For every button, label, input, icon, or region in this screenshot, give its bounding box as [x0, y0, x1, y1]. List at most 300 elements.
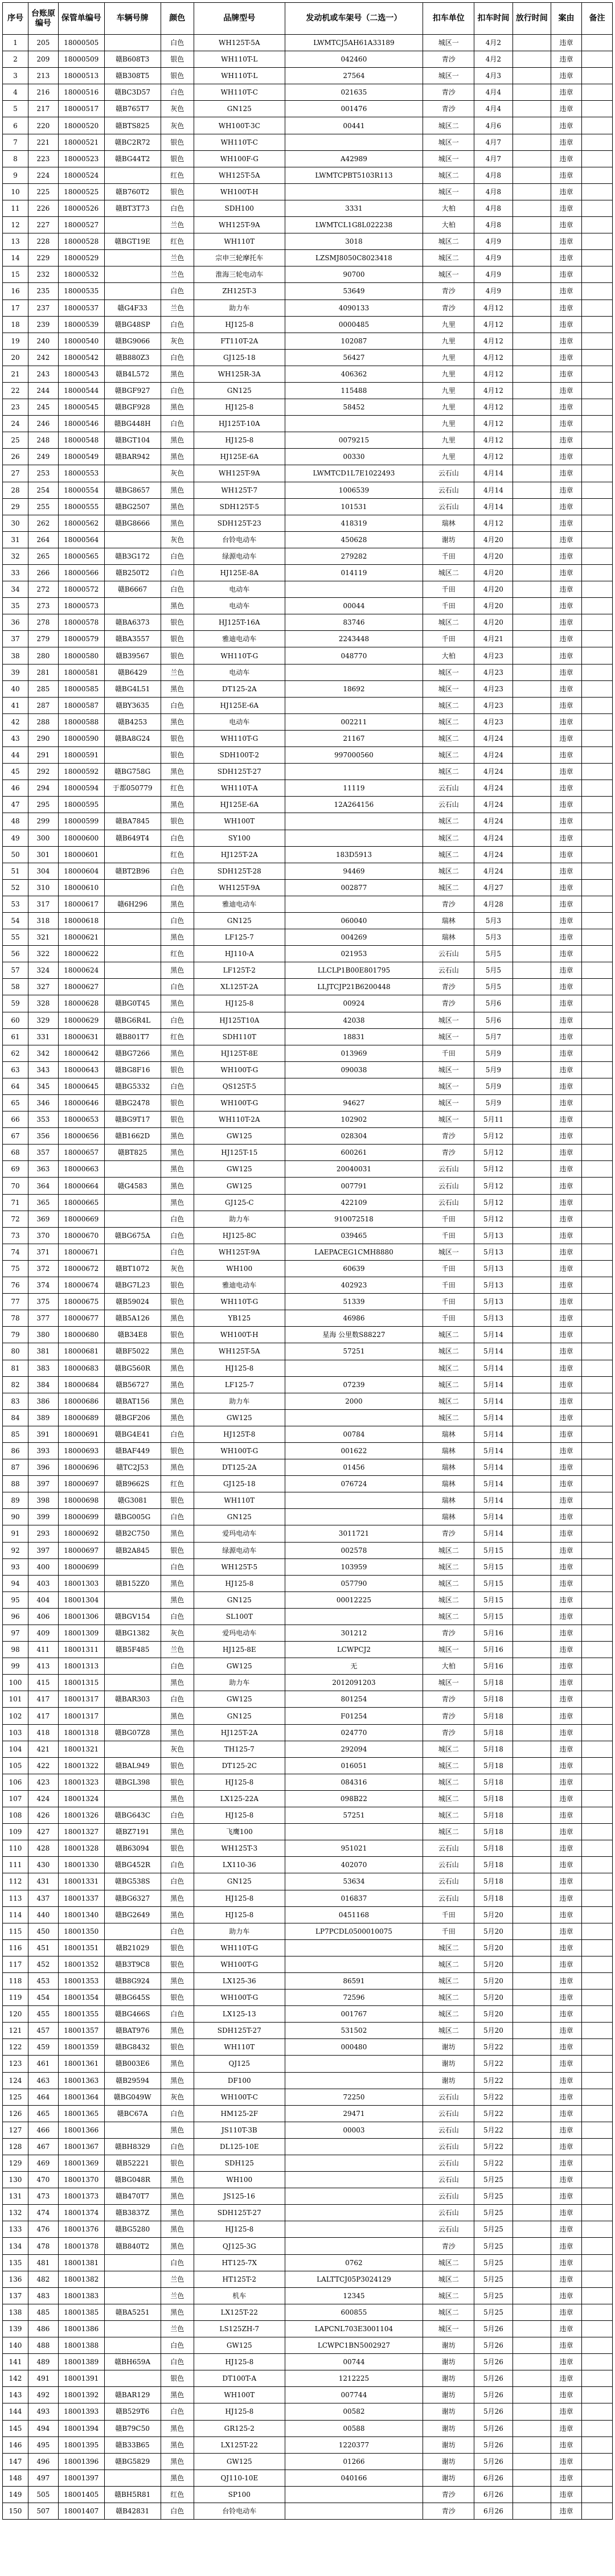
row-index-cell: 18: [3, 316, 28, 333]
ledger-number-cell: 469: [28, 2155, 58, 2172]
release-date-cell: [512, 101, 551, 117]
brand-model-cell: HJ125T-8: [194, 1426, 285, 1442]
release-date-cell: [512, 879, 551, 896]
color-cell: 白色: [161, 416, 194, 432]
plate-number-cell: [104, 217, 161, 233]
custody-number-cell: 18001394: [58, 2420, 104, 2436]
case-reason-cell: 违章: [551, 1757, 582, 1774]
brand-model-cell: HJ125T-16A: [194, 614, 285, 631]
ledger-number-cell: 328: [28, 995, 58, 1012]
case-reason-cell: 违章: [551, 713, 582, 730]
detaining-unit-cell: 城区二: [423, 614, 474, 631]
release-date-cell: [512, 2436, 551, 2453]
engine-or-frame-number-cell: 3331: [285, 200, 423, 216]
custody-number-cell: 18000600: [58, 830, 104, 846]
detaining-unit-cell: 城区二: [423, 1409, 474, 1426]
detained-date-cell: 5月22: [474, 2089, 512, 2105]
color-cell: 兰色: [161, 300, 194, 316]
engine-or-frame-number-cell: 279282: [285, 548, 423, 564]
brand-model-cell: GW125: [194, 1128, 285, 1145]
detaining-unit-cell: 云石山: [423, 2138, 474, 2155]
brand-model-cell: SDH125T-28: [194, 863, 285, 879]
engine-or-frame-number-cell: 0000485: [285, 316, 423, 333]
brand-model-cell: 绿源电动车: [194, 1542, 285, 1558]
plate-number-cell: [104, 846, 161, 863]
brand-model-cell: GJ125-C: [194, 1194, 285, 1211]
detained-date-cell: 6月26: [474, 2486, 512, 2503]
table-row: [3, 1741, 613, 1757]
detained-date-cell: 5月15: [474, 1558, 512, 1575]
custody-number-cell: 18000564: [58, 531, 104, 548]
brand-model-cell: SDH125T-5: [194, 498, 285, 515]
ledger-number-cell: 384: [28, 1376, 58, 1393]
table-body: [3, 35, 613, 2520]
ledger-number-cell: 293: [28, 1525, 58, 1542]
row-index-cell: 57: [3, 962, 28, 979]
color-cell: 黑色: [161, 2453, 194, 2470]
release-date-cell: [512, 150, 551, 167]
case-reason-cell: 违章: [551, 1608, 582, 1625]
plate-number-cell: 赣BG8666: [104, 515, 161, 531]
remarks-cell: [581, 680, 612, 697]
detaining-unit-cell: 城区二: [423, 1757, 474, 1774]
case-reason-cell: 违章: [551, 1294, 582, 1310]
case-reason-cell: 违章: [551, 1012, 582, 1028]
ledger-number-cell: 451: [28, 1939, 58, 1956]
color-cell: 银色: [161, 1542, 194, 1558]
remarks-cell: [581, 1095, 612, 1111]
release-date-cell: [512, 664, 551, 680]
color-cell: 黑色: [161, 1393, 194, 1409]
ledger-number-cell: 357: [28, 1145, 58, 1161]
color-cell: 兰色: [161, 266, 194, 283]
detaining-unit-cell: 瑞林: [423, 1459, 474, 1476]
case-reason-cell: 违章: [551, 979, 582, 995]
color-cell: 兰色: [161, 664, 194, 680]
release-date-cell: [512, 1459, 551, 1476]
detaining-unit-cell: 青沙: [423, 896, 474, 912]
detained-date-cell: 5月26: [474, 2403, 512, 2420]
table-row: [3, 1145, 613, 1161]
brand-model-cell: HJ125-8: [194, 399, 285, 416]
color-cell: 白色: [161, 35, 194, 51]
row-index-cell: 50: [3, 846, 28, 863]
ledger-number-cell: 324: [28, 962, 58, 979]
ledger-number-cell: 288: [28, 713, 58, 730]
plate-number-cell: 赣BA8G24: [104, 730, 161, 746]
remarks-cell: [581, 598, 612, 614]
color-cell: 兰色: [161, 217, 194, 233]
case-reason-cell: 违章: [551, 1558, 582, 1575]
release-date-cell: [512, 1873, 551, 1890]
brand-model-cell: 淮海三轮电动车: [194, 266, 285, 283]
remarks-cell: [581, 581, 612, 598]
release-date-cell: [512, 896, 551, 912]
brand-model-cell: WH100T-G: [194, 1095, 285, 1111]
color-cell: 黑色: [161, 1459, 194, 1476]
custody-number-cell: 18001315: [58, 1675, 104, 1691]
table-row: [3, 117, 613, 134]
table-row: [3, 2304, 613, 2320]
plate-number-cell: 赣BG2478: [104, 1095, 161, 1111]
detaining-unit-cell: 城区二: [423, 1360, 474, 1376]
plate-number-cell: [104, 2271, 161, 2287]
remarks-cell: [581, 1939, 612, 1956]
remarks-cell: [581, 1724, 612, 1741]
remarks-cell: [581, 2221, 612, 2238]
detained-date-cell: 5月14: [474, 1492, 512, 1509]
ledger-number-cell: 227: [28, 217, 58, 233]
row-index-cell: 82: [3, 1376, 28, 1393]
plate-number-cell: 赣BG643C: [104, 1807, 161, 1824]
color-cell: 黑色: [161, 797, 194, 813]
table-row: [3, 150, 613, 167]
plate-number-cell: 赣B63094: [104, 1840, 161, 1857]
engine-or-frame-number-cell: [285, 1360, 423, 1376]
engine-or-frame-number-cell: F01254: [285, 1708, 423, 1724]
release-date-cell: [512, 1923, 551, 1939]
plate-number-cell: 赣BA5251: [104, 2304, 161, 2320]
case-reason-cell: 违章: [551, 1277, 582, 1294]
row-index-cell: 68: [3, 1145, 28, 1161]
table-row: [3, 1591, 613, 1608]
plate-number-cell: 赣B152Z0: [104, 1575, 161, 1591]
ledger-number-cell: 327: [28, 979, 58, 995]
case-reason-cell: 违章: [551, 1426, 582, 1442]
plate-number-cell: 赣BA3557: [104, 631, 161, 647]
release-date-cell: [512, 565, 551, 581]
table-row: [3, 2023, 613, 2039]
custody-number-cell: 18000526: [58, 200, 104, 216]
release-date-cell: [512, 2287, 551, 2304]
plate-number-cell: 赣BGF206: [104, 1409, 161, 1426]
engine-or-frame-number-cell: LCWPC1BN5002927: [285, 2337, 423, 2354]
engine-or-frame-number-cell: 002578: [285, 1542, 423, 1558]
table-row: [3, 233, 613, 250]
detained-date-cell: 5月22: [474, 2056, 512, 2072]
color-cell: 黑色: [161, 1824, 194, 1840]
case-reason-cell: 违章: [551, 1890, 582, 1906]
ledger-number-cell: 342: [28, 1045, 58, 1061]
custody-number-cell: 18000513: [58, 68, 104, 84]
engine-or-frame-number-cell: 418319: [285, 515, 423, 531]
table-row: [3, 2105, 613, 2122]
brand-model-cell: HJ125T-2A: [194, 846, 285, 863]
detaining-unit-cell: 城区二: [423, 250, 474, 266]
custody-number-cell: 18001363: [58, 2072, 104, 2089]
release-date-cell: [512, 266, 551, 283]
engine-or-frame-number-cell: 12A264156: [285, 797, 423, 813]
detained-date-cell: 4月24: [474, 846, 512, 863]
case-reason-cell: 违章: [551, 962, 582, 979]
brand-model-cell: 助力车: [194, 1211, 285, 1227]
detaining-unit-cell: 瑞林: [423, 1492, 474, 1509]
brand-model-cell: LF125-7: [194, 1376, 285, 1393]
row-index-cell: 43: [3, 730, 28, 746]
remarks-cell: [581, 1790, 612, 1807]
plate-number-cell: [104, 2320, 161, 2337]
row-index-cell: 58: [3, 979, 28, 995]
detained-date-cell: 5月14: [474, 1343, 512, 1360]
detaining-unit-cell: 城区二: [423, 1824, 474, 1840]
remarks-cell: [581, 333, 612, 349]
brand-model-cell: GW125: [194, 2337, 285, 2354]
engine-or-frame-number-cell: 028304: [285, 1128, 423, 1145]
custody-number-cell: 18001367: [58, 2138, 104, 2155]
detained-date-cell: 5月25: [474, 2271, 512, 2287]
ledger-number-cell: 371: [28, 1244, 58, 1260]
case-reason-cell: 违章: [551, 2420, 582, 2436]
row-index-cell: 137: [3, 2287, 28, 2304]
brand-model-cell: 雅迪电动车: [194, 896, 285, 912]
brand-model-cell: 爱玛电动车: [194, 1525, 285, 1542]
ledger-number-cell: 363: [28, 1161, 58, 1178]
detained-date-cell: 5月22: [474, 2138, 512, 2155]
release-date-cell: [512, 117, 551, 134]
custody-number-cell: 18001304: [58, 1591, 104, 1608]
color-cell: 银色: [161, 150, 194, 167]
case-reason-cell: 违章: [551, 1078, 582, 1094]
row-index-cell: 63: [3, 1061, 28, 1078]
brand-model-cell: 台铃电动车: [194, 2503, 285, 2519]
color-cell: 红色: [161, 780, 194, 797]
custody-number-cell: 18000565: [58, 548, 104, 564]
row-index-cell: 10: [3, 183, 28, 200]
brand-model-cell: 雅迪电动车: [194, 631, 285, 647]
detained-date-cell: 4月24: [474, 830, 512, 846]
color-cell: 黑色: [161, 2304, 194, 2320]
color-cell: 银色: [161, 1774, 194, 1790]
detaining-unit-cell: 千田: [423, 631, 474, 647]
detaining-unit-cell: 城区二: [423, 1790, 474, 1807]
color-cell: 白色: [161, 1558, 194, 1575]
case-reason-cell: 违章: [551, 548, 582, 564]
detaining-unit-cell: 云石山: [423, 2205, 474, 2221]
detained-date-cell: 5月14: [474, 1360, 512, 1376]
release-date-cell: [512, 1260, 551, 1277]
detained-date-cell: 4月7: [474, 150, 512, 167]
release-date-cell: [512, 614, 551, 631]
header-row: [3, 3, 613, 35]
brand-model-cell: TH125-7: [194, 1741, 285, 1757]
engine-or-frame-number-cell: 1212225: [285, 2370, 423, 2387]
row-index-cell: 113: [3, 1890, 28, 1906]
ledger-number-cell: 240: [28, 333, 58, 349]
release-date-cell: [512, 1708, 551, 1724]
brand-model-cell: WH125T-5: [194, 1558, 285, 1575]
plate-number-cell: 赣B52221: [104, 2155, 161, 2172]
plate-number-cell: [104, 1591, 161, 1608]
engine-or-frame-number-cell: LLJTCJP21B6200448: [285, 979, 423, 995]
detained-date-cell: 5月26: [474, 2320, 512, 2337]
detaining-unit-cell: 云石山: [423, 780, 474, 797]
brand-model-cell: GN125: [194, 382, 285, 399]
case-reason-cell: 违章: [551, 266, 582, 283]
row-index-cell: 133: [3, 2221, 28, 2238]
color-cell: 黑色: [161, 1890, 194, 1906]
table-row: [3, 1194, 613, 1211]
remarks-cell: [581, 1277, 612, 1294]
remarks-cell: [581, 1045, 612, 1061]
detaining-unit-cell: 城区二: [423, 1343, 474, 1360]
table-row: [3, 200, 613, 216]
ledger-number-cell: 301: [28, 846, 58, 863]
color-cell: 白色: [161, 2254, 194, 2271]
ledger-number-cell: 404: [28, 1591, 58, 1608]
engine-or-frame-number-cell: [285, 416, 423, 432]
ledger-number-cell: 383: [28, 1360, 58, 1376]
remarks-cell: [581, 1658, 612, 1675]
release-date-cell: [512, 548, 551, 564]
brand-model-cell: JS125-16: [194, 2188, 285, 2205]
row-index-cell: 142: [3, 2370, 28, 2387]
case-reason-cell: 违章: [551, 2503, 582, 2519]
detained-date-cell: 5月14: [474, 1525, 512, 1542]
detaining-unit-cell: 城区一: [423, 134, 474, 150]
plate-number-cell: 赣BGT104: [104, 432, 161, 449]
color-cell: 银色: [161, 51, 194, 68]
detained-date-cell: 5月18: [474, 1675, 512, 1691]
color-cell: 黑色: [161, 2221, 194, 2238]
plate-number-cell: 赣B1662D: [104, 1128, 161, 1145]
brand-model-cell: WH125T-5A: [194, 167, 285, 183]
detained-date-cell: 5月15: [474, 1591, 512, 1608]
engine-or-frame-number-cell: 013969: [285, 1045, 423, 1061]
brand-model-cell: 雅迪电动车: [194, 1277, 285, 1294]
detained-date-cell: 5月9: [474, 1078, 512, 1094]
brand-model-cell: HJ125-8: [194, 2403, 285, 2420]
color-cell: 黑色: [161, 2023, 194, 2039]
detaining-unit-cell: 谢坊: [423, 2470, 474, 2486]
detaining-unit-cell: 城区二: [423, 1558, 474, 1575]
remarks-cell: [581, 1741, 612, 1757]
color-cell: 黑色: [161, 2172, 194, 2188]
detained-date-cell: 5月18: [474, 1840, 512, 1857]
color-cell: 白色: [161, 1691, 194, 1708]
engine-or-frame-number-cell: 000480: [285, 2039, 423, 2056]
engine-or-frame-number-cell: [285, 1939, 423, 1956]
plate-number-cell: [104, 979, 161, 995]
release-date-cell: [512, 449, 551, 465]
brand-model-cell: DL125-10E: [194, 2138, 285, 2155]
remarks-cell: [581, 266, 612, 283]
engine-or-frame-number-cell: 57251: [285, 1343, 423, 1360]
engine-or-frame-number-cell: LALTTCJ05P3024129: [285, 2271, 423, 2287]
custody-number-cell: 18000581: [58, 664, 104, 680]
ledger-number-cell: 483: [28, 2287, 58, 2304]
table-row: [3, 2072, 613, 2089]
ledger-number-cell: 317: [28, 896, 58, 912]
remarks-cell: [581, 2089, 612, 2105]
plate-number-cell: 赣B2C750: [104, 1525, 161, 1542]
plate-number-cell: 赣BT2B96: [104, 863, 161, 879]
ledger-number-cell: 224: [28, 167, 58, 183]
remarks-cell: [581, 2370, 612, 2387]
release-date-cell: [512, 2337, 551, 2354]
brand-model-cell: WH110T-L: [194, 51, 285, 68]
engine-or-frame-number-cell: 星海 公里数S88227: [285, 1327, 423, 1343]
table-row: [3, 2039, 613, 2056]
ledger-number-cell: 409: [28, 1625, 58, 1642]
ledger-number-cell: 455: [28, 2006, 58, 2023]
detained-date-cell: 5月14: [474, 1442, 512, 1459]
case-reason-cell: 违章: [551, 1459, 582, 1476]
remarks-cell: [581, 929, 612, 946]
case-reason-cell: 违章: [551, 1708, 582, 1724]
engine-or-frame-number-cell: 42038: [285, 1012, 423, 1028]
custody-number-cell: 18000610: [58, 879, 104, 896]
custody-number-cell: 18001311: [58, 1642, 104, 1658]
remarks-cell: [581, 1294, 612, 1310]
engine-or-frame-number-cell: 021953: [285, 946, 423, 962]
detained-date-cell: 4月21: [474, 631, 512, 647]
table-row: [3, 399, 613, 416]
release-date-cell: [512, 2023, 551, 2039]
custody-number-cell: 18000692: [58, 1525, 104, 1542]
ledger-number-cell: 493: [28, 2403, 58, 2420]
detained-date-cell: 5月26: [474, 2387, 512, 2403]
engine-or-frame-number-cell: 531502: [285, 2023, 423, 2039]
table-row: [3, 2453, 613, 2470]
brand-model-cell: GW125: [194, 1161, 285, 1178]
brand-model-cell: LX125T-22: [194, 2304, 285, 2320]
custody-number-cell: 18001366: [58, 2122, 104, 2138]
custody-number-cell: 18000680: [58, 1327, 104, 1343]
case-reason-cell: 违章: [551, 217, 582, 233]
detained-date-cell: 5月18: [474, 1774, 512, 1790]
release-date-cell: [512, 1227, 551, 1244]
row-index-cell: 79: [3, 1327, 28, 1343]
detaining-unit-cell: 谢坊: [423, 2039, 474, 2056]
detained-date-cell: 4月20: [474, 581, 512, 598]
case-reason-cell: 违章: [551, 1691, 582, 1708]
case-reason-cell: 违章: [551, 300, 582, 316]
ledger-number-cell: 291: [28, 747, 58, 764]
remarks-cell: [581, 1194, 612, 1211]
remarks-cell: [581, 1873, 612, 1890]
case-reason-cell: 违章: [551, 780, 582, 797]
color-cell: 银色: [161, 1840, 194, 1857]
release-date-cell: [512, 416, 551, 432]
plate-number-cell: [104, 1161, 161, 1178]
remarks-cell: [581, 1608, 612, 1625]
row-index-cell: 15: [3, 266, 28, 283]
remarks-cell: [581, 1227, 612, 1244]
ledger-number-cell: 294: [28, 780, 58, 797]
engine-or-frame-number-cell: 11119: [285, 780, 423, 797]
engine-or-frame-number-cell: 016051: [285, 1757, 423, 1774]
ledger-number-cell: 226: [28, 200, 58, 216]
release-date-cell: [512, 2470, 551, 2486]
case-reason-cell: 违章: [551, 1061, 582, 1078]
custody-number-cell: 18001357: [58, 2023, 104, 2039]
detained-date-cell: 5月12: [474, 1161, 512, 1178]
table-row: [3, 846, 613, 863]
detaining-unit-cell: 九里: [423, 399, 474, 416]
custody-number-cell: 18000693: [58, 1442, 104, 1459]
detaining-unit-cell: 青沙: [423, 283, 474, 300]
brand-model-cell: GJ125-18: [194, 1476, 285, 1492]
custody-number-cell: 18000674: [58, 1277, 104, 1294]
remarks-cell: [581, 1442, 612, 1459]
detained-date-cell: 4月12: [474, 399, 512, 416]
custody-number-cell: 18000542: [58, 349, 104, 366]
detained-date-cell: 5月3: [474, 929, 512, 946]
color-cell: 银色: [161, 813, 194, 830]
custody-number-cell: 18001383: [58, 2287, 104, 2304]
ledger-number-cell: 221: [28, 134, 58, 150]
detaining-unit-cell: 青沙: [423, 1625, 474, 1642]
